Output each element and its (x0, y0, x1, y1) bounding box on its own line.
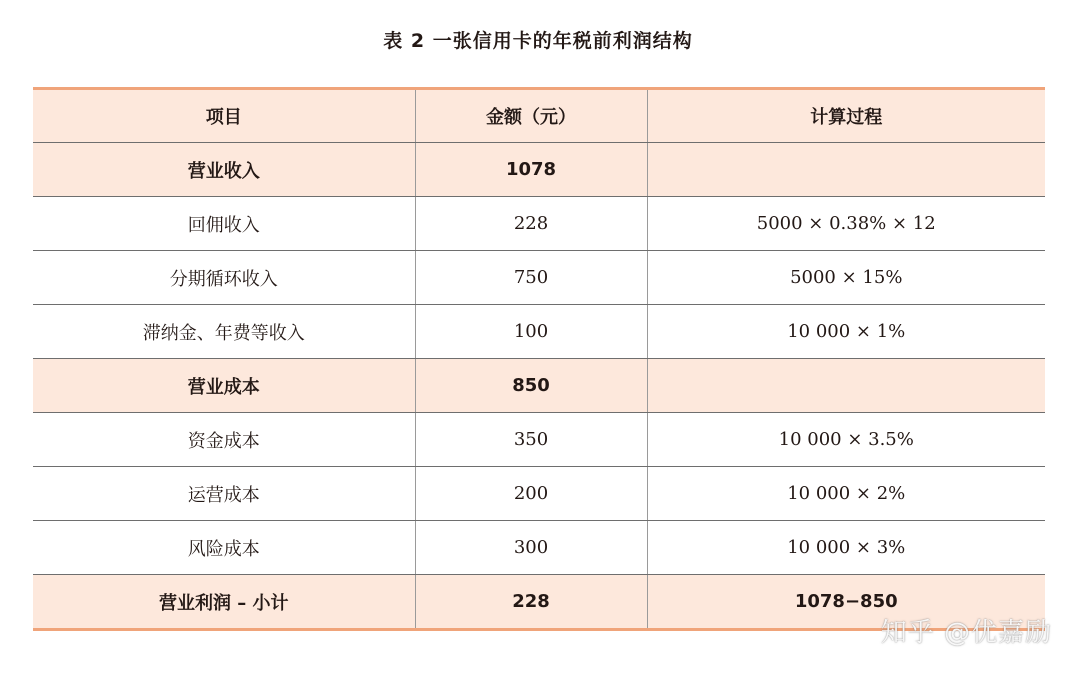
watermark: 知乎 @优嘉励 (880, 618, 1052, 648)
table-row (33, 359, 1045, 413)
table-row (33, 143, 1045, 197)
row-item: 资金成本 (33, 413, 415, 467)
table-row (33, 413, 1045, 467)
row-item: 营业利润 – 小计 (33, 575, 415, 630)
column-header-amount: 金额（元） (415, 89, 647, 143)
table-row (33, 251, 1045, 305)
row-item: 营业收入 (33, 143, 415, 197)
column-header-item: 项目 (33, 89, 415, 143)
row-calculation: 10 000 × 3.5% (647, 413, 1045, 467)
row-calculation: 5000 × 15% (647, 251, 1045, 305)
row-amount: 200 (415, 467, 647, 521)
row-calculation: 5000 × 0.38% × 12 (647, 197, 1045, 251)
table-row (33, 197, 1045, 251)
row-amount: 1078 (415, 143, 647, 197)
table-row (33, 467, 1045, 521)
row-item: 营业成本 (33, 359, 415, 413)
row-item: 分期循环收入 (33, 251, 415, 305)
table-header-row (33, 89, 1045, 143)
row-item: 风险成本 (33, 521, 415, 575)
row-calculation: 1078−850 (647, 575, 1045, 630)
row-calculation (647, 143, 1045, 197)
row-calculation: 10 000 × 3% (647, 521, 1045, 575)
profit-structure-table (33, 87, 1045, 631)
row-item: 回佣收入 (33, 197, 415, 251)
row-amount: 750 (415, 251, 647, 305)
table-row (33, 305, 1045, 359)
row-amount: 850 (415, 359, 647, 413)
row-amount: 100 (415, 305, 647, 359)
row-calculation: 10 000 × 1% (647, 305, 1045, 359)
row-calculation (647, 359, 1045, 413)
column-header-calculation: 计算过程 (647, 89, 1045, 143)
row-amount: 300 (415, 521, 647, 575)
row-item: 滞纳金、年费等收入 (33, 305, 415, 359)
row-calculation: 10 000 × 2% (647, 467, 1045, 521)
row-item: 运营成本 (33, 467, 415, 521)
row-amount: 350 (415, 413, 647, 467)
table-row (33, 521, 1045, 575)
row-amount: 228 (415, 575, 647, 630)
row-amount: 228 (415, 197, 647, 251)
table-caption: 表 2 一张信用卡的年税前利润结构 (383, 30, 693, 52)
